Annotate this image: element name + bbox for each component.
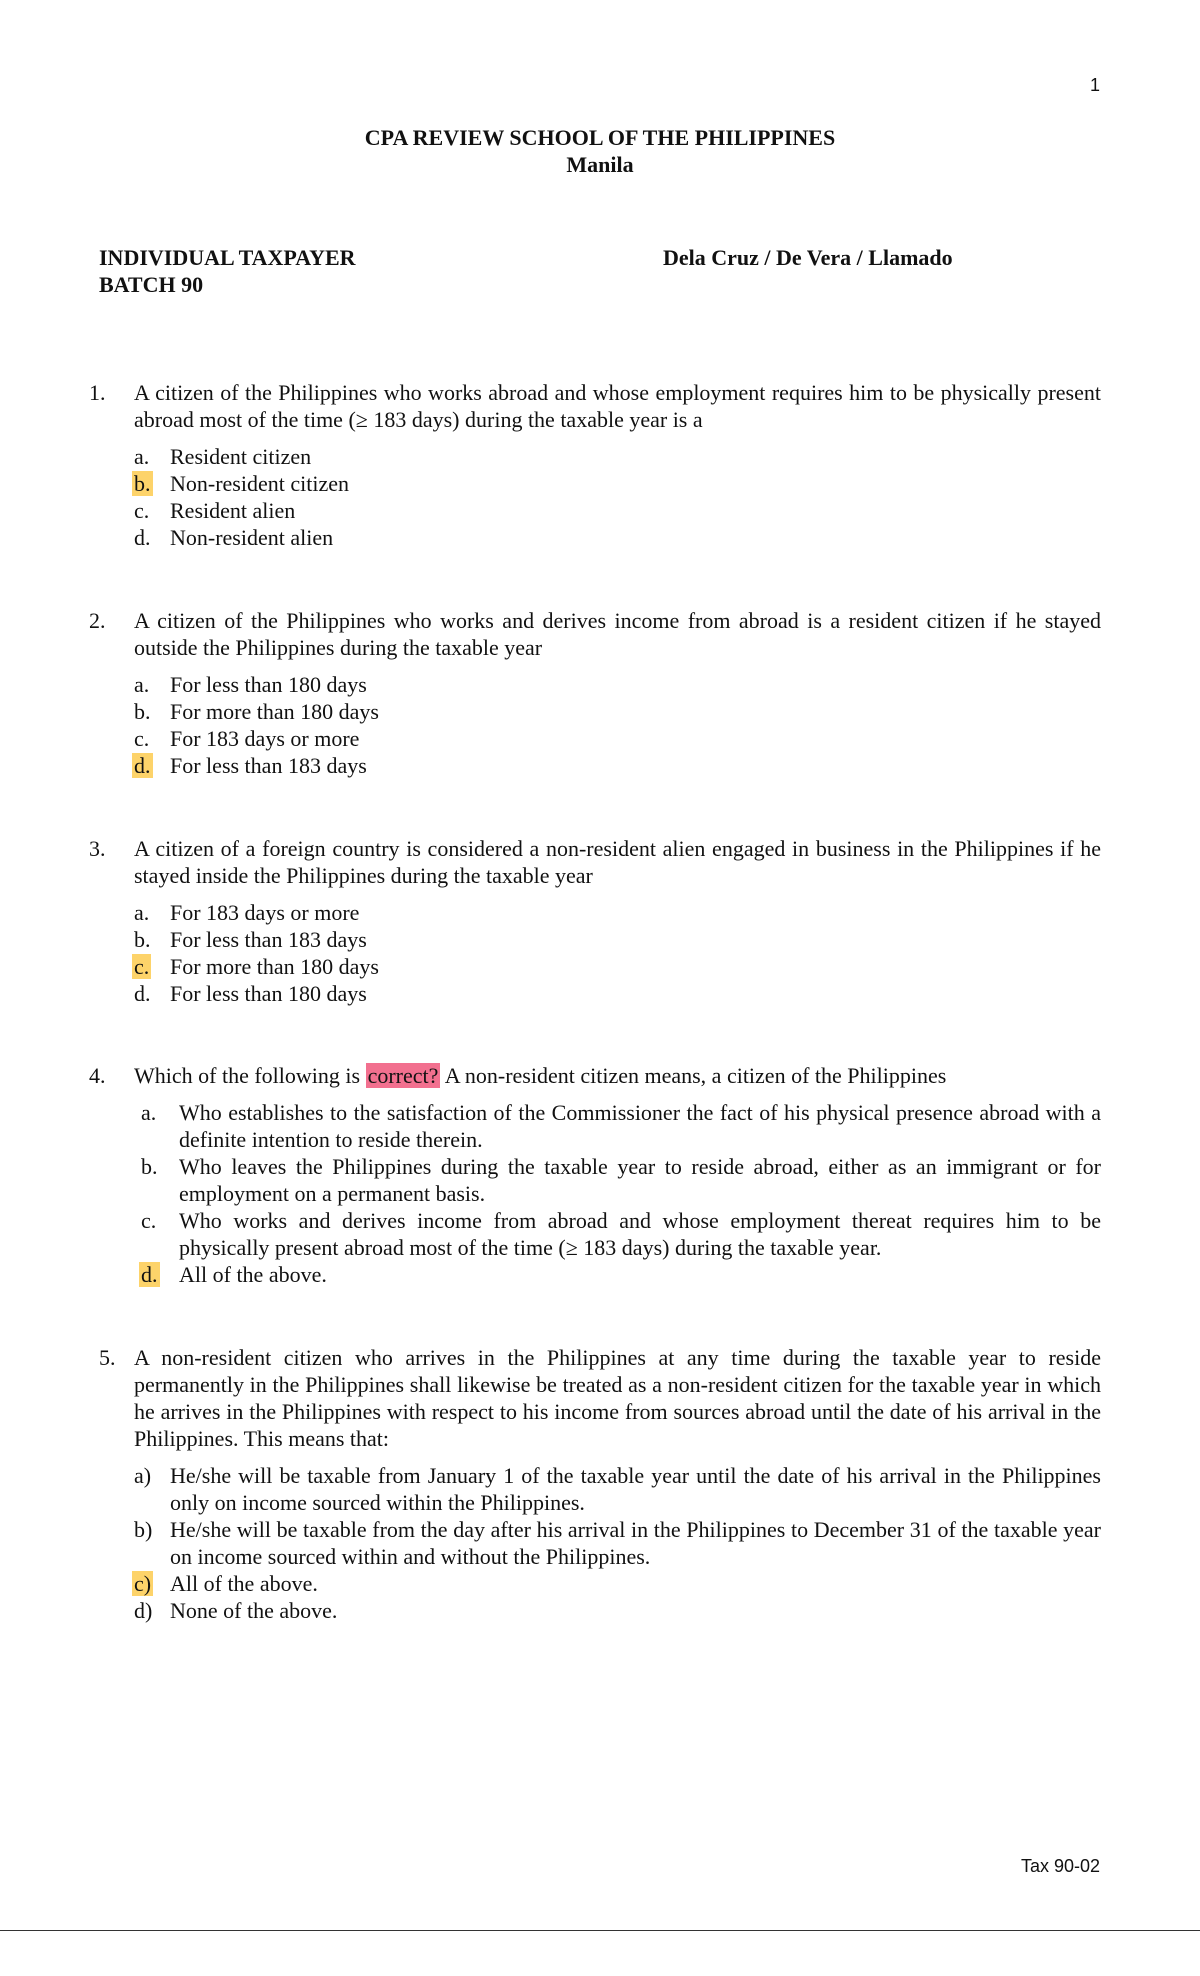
option-letter: a): [134, 1463, 152, 1488]
option-letter: b.: [141, 1154, 158, 1179]
option-b: [141, 1153, 1101, 1207]
options-list: [141, 1099, 1101, 1288]
option-d: [141, 1261, 1101, 1288]
option-letter: d.: [134, 981, 151, 1006]
option-a: [134, 899, 1101, 926]
question-number: 3.: [89, 836, 106, 861]
option-letter: c.: [134, 498, 150, 523]
question-1: [89, 379, 1101, 551]
option-letter: b.: [134, 699, 151, 724]
option-text: All of the above.: [179, 1262, 327, 1287]
school-city: Manila: [566, 152, 634, 177]
option-letter: c.: [141, 1208, 157, 1233]
option-letter-highlighted: [134, 752, 170, 779]
option-c: [141, 1207, 1101, 1261]
footer-code: Tax 90-02: [1020, 1856, 1100, 1876]
question-number: 4.: [89, 1063, 106, 1088]
option-a: [134, 1462, 1101, 1516]
option-letter-highlighted: [141, 1261, 179, 1288]
options-list: [134, 1462, 1101, 1624]
question-text: A citizen of the Philippines who works abroad and whose employment requires him to be physically present abroad most of the time (≥ 183 days) during the taxable year is a: [134, 380, 1101, 432]
option-letter-highlighted: [134, 1570, 170, 1597]
question-3: [89, 835, 1101, 1007]
option-letter: d.: [134, 525, 151, 550]
question-text: A non-resident citizen who arrives in the Philippines at any time during the taxable year to reside permanently in the Philippines shall likewise be treated as a non-resident citizen for the taxable year in which he arrives in the Philippines with respect to his income from sources abroad until the date of his arrival in the Philippines. This means that:: [134, 1345, 1101, 1451]
question-number: 2.: [89, 608, 106, 633]
option-text: For 183 days or more: [170, 900, 360, 925]
option-letter: a.: [134, 444, 150, 469]
option-text: For less than 183 days: [170, 753, 367, 778]
option-letter-highlighted: [134, 470, 170, 497]
page-bottom-rule: [0, 1930, 1200, 1931]
question-number: 1.: [89, 380, 106, 405]
option-c: [134, 953, 1101, 980]
option-letter: b): [134, 1517, 153, 1542]
options-list: [134, 899, 1101, 1007]
option-text: Non-resident alien: [170, 525, 334, 550]
option-b: [134, 470, 1101, 497]
option-c: [134, 497, 1101, 524]
option-text: For more than 180 days: [170, 954, 379, 979]
page-number: 1: [1089, 75, 1100, 95]
option-d: [134, 1597, 1101, 1624]
word-highlight: correct?: [367, 1063, 439, 1088]
option-letter: a.: [141, 1100, 157, 1125]
option-letter: a.: [134, 900, 150, 925]
option-text: Who leaves the Philippines during the taxable year to reside abroad, either as an immigrant or for employment on a permanent basis.: [179, 1154, 1101, 1206]
option-d: [134, 752, 1101, 779]
option-text: None of the above.: [170, 1598, 338, 1623]
option-text: He/she will be taxable from the day after his arrival in the Philippines to December 31 of the taxable year on income sourced within and without the Philippines.: [170, 1517, 1101, 1569]
option-b: [134, 1516, 1101, 1570]
answer-highlight: b.: [134, 471, 151, 496]
option-b: [134, 698, 1101, 725]
option-text: He/she will be taxable from January 1 of the taxable year until the date of his arrival in the Philippines only on income sourced within the Philippines.: [170, 1463, 1101, 1515]
option-letter: a.: [134, 672, 150, 697]
option-a: [134, 443, 1101, 470]
answer-highlight: c.: [134, 954, 150, 979]
authors: Dela Cruz / De Vera / Llamado: [663, 245, 953, 270]
question-text: Which of the following is correct? A non-resident citizen means, a citizen of the Philippines: [134, 1063, 947, 1088]
school-name: CPA REVIEW SCHOOL OF THE PHILIPPINES: [364, 125, 836, 150]
question-text: A citizen of the Philippines who works and derives income from abroad is a resident citizen if he stayed outside the Philippines during the taxable year: [134, 608, 1101, 660]
option-letter-highlighted: [134, 953, 170, 980]
option-text: All of the above.: [170, 1571, 318, 1596]
answer-highlight: d.: [134, 753, 151, 778]
option-text: For less than 180 days: [170, 981, 367, 1006]
option-a: [134, 671, 1101, 698]
option-text: Resident citizen: [170, 444, 312, 469]
option-text: For less than 183 days: [170, 927, 367, 952]
option-c: [134, 1570, 1101, 1597]
option-letter: c.: [134, 726, 150, 751]
options-list: [134, 671, 1101, 779]
option-text: Who establishes to the satisfaction of the Commissioner the fact of his physical presence abroad with a definite intention to reside therein.: [179, 1100, 1101, 1152]
option-letter: b.: [134, 927, 151, 952]
option-text: For less than 180 days: [170, 672, 367, 697]
option-letter: d): [134, 1598, 153, 1623]
option-b: [134, 926, 1101, 953]
option-d: [134, 980, 1101, 1007]
option-d: [134, 524, 1101, 551]
answer-highlight: d.: [141, 1262, 158, 1287]
option-c: [134, 725, 1101, 752]
options-list: [134, 443, 1101, 551]
option-text: Who works and derives income from abroad and whose employment thereat requires him to be physically present abroad most of the time (≥ 183 days) during the taxable year.: [179, 1208, 1101, 1260]
batch-label: BATCH 90: [99, 272, 204, 297]
option-text: Resident alien: [170, 498, 296, 523]
option-text: Non-resident citizen: [170, 471, 349, 496]
question-number: 5.: [99, 1345, 116, 1370]
answer-highlight: c): [134, 1571, 152, 1596]
question-2: [89, 607, 1101, 779]
question-text: A citizen of a foreign country is considered a non-resident alien engaged in business in the Philippines if he stayed inside the Philippines during the taxable year: [134, 836, 1101, 888]
question-5: [89, 1344, 1101, 1624]
document-header: [0, 124, 1200, 178]
subject-block: [99, 244, 356, 298]
subject-title: INDIVIDUAL TAXPAYER: [99, 245, 356, 270]
question-4: [89, 1062, 1101, 1288]
option-text: For more than 180 days: [170, 699, 379, 724]
option-text: For 183 days or more: [170, 726, 360, 751]
option-a: [141, 1099, 1101, 1153]
